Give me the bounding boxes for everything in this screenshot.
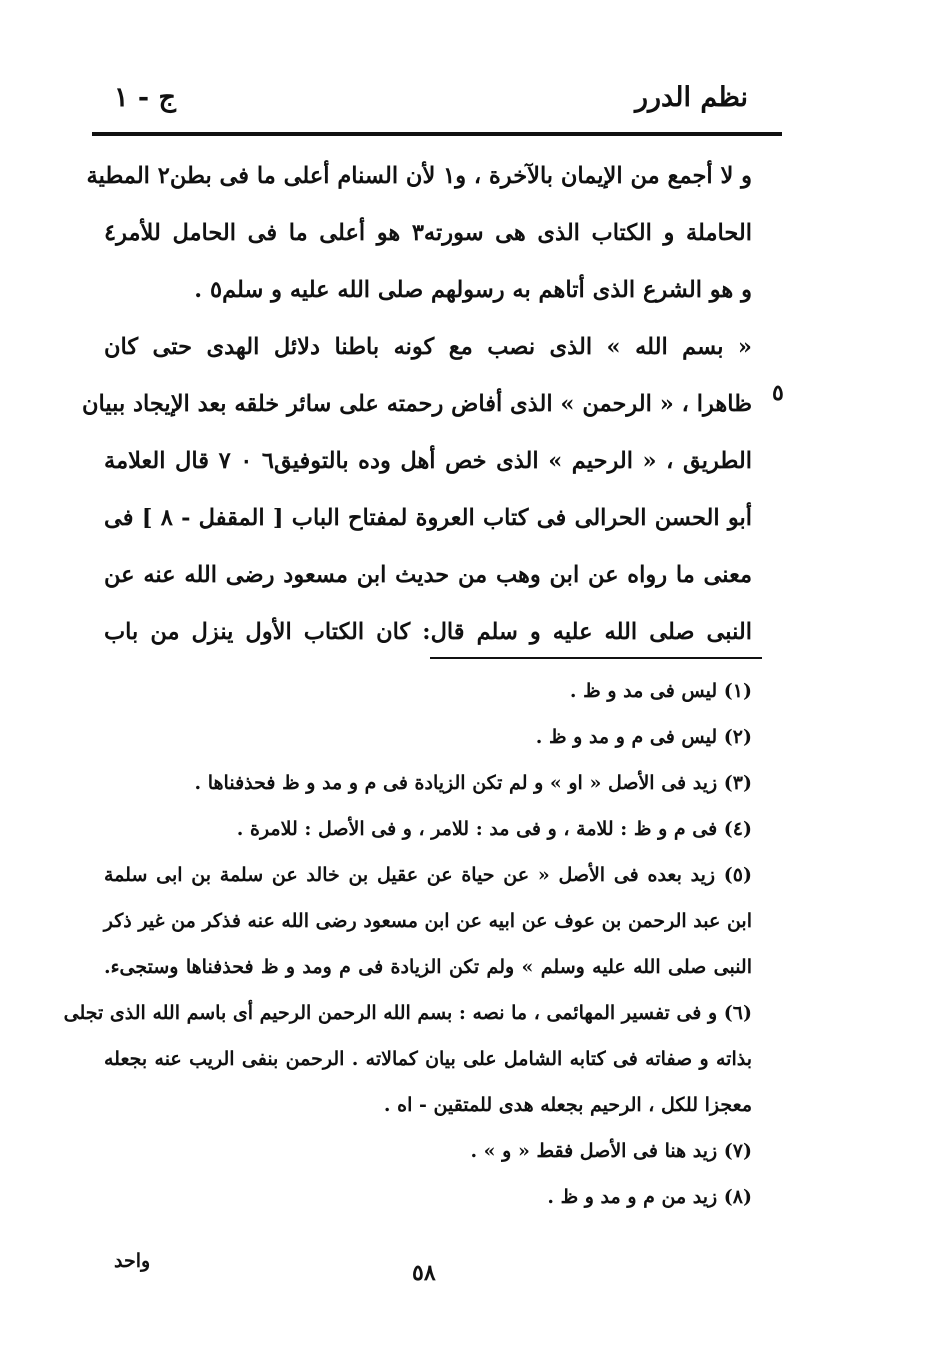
text-line: ظاهرا ، « الرحمن » الذى أفاض رحمته على سائر خلقه بعد الإيجاد ببيان — [81, 391, 752, 417]
text-line: الطريق ، « الرحيم » الذى خص أهل وده بالتوفيق٦ ٠ ٧ قال العلامة — [104, 448, 752, 474]
footnote-divider — [430, 657, 762, 659]
footnote-line: (٤) فى م و ظ : للامة ، و فى مد : للامر ، و فى الأصل : للامرة . — [236, 818, 752, 840]
running-header — [92, 82, 786, 126]
footnote-line: معجزا للكل ، الرحيم بجعله هدى للمتقين - اه . — [383, 1094, 752, 1116]
header-divider — [92, 132, 782, 136]
footnote-line: (٨) زيد من م و مد و ظ . — [547, 1186, 752, 1208]
text-line: الحاملة و الكتاب الذى هى سورته٣ هو أعلى ما فى الحامل للأمر٤ — [104, 220, 752, 246]
text-line: و هو الشرع الذى أتاهم به رسولهم صلى الله عليه و سلم٥ . — [194, 277, 752, 303]
text-line: النبى صلى الله عليه و سلم قال: كان الكتاب الأول ينزل من باب — [104, 619, 752, 645]
text-line: و لا أجمع من الإيمان بالآخرة ، و١ لأن السنام أعلى ما فى بطن٢ المطية — [86, 163, 752, 189]
main-text — [81, 148, 752, 661]
footnote-line: (٣) زيد فى الأصل « او » و لم تكن الزيادة فى م و مد و ظ فحذفناها . — [194, 772, 752, 794]
footnote-line: ابن عبد الرحمن بن عوف عن ابيه عن ابن مسعود رضى الله عنه فذكر من غير ذكر — [103, 910, 752, 932]
footnote-line: بذاته و صفاته فى كتابه الشامل على بيان كمالاته . الرحمن بنفى الريب عنه بجعله — [104, 1048, 752, 1070]
line-number-marker: ٥ — [772, 380, 784, 406]
catchword: واحد — [114, 1250, 151, 1272]
volume-number: ج - ١ — [114, 82, 176, 113]
footnote-line: (٥) زيد بعده فى الأصل « عن حياة عن عقيل بن خالد عن سلمة بن ابى سلمة — [104, 864, 752, 886]
text-line: « بسم الله » الذى نصب مع كونه باطنا دلائل الهدى حتى كان — [104, 334, 752, 360]
footnote-line: النبى صلى الله عليه وسلم » ولم تكن الزيادة فى م ومد و ظ فحذفناها وستجىء. — [104, 956, 752, 978]
text-line: أبو الحسن الحرالى فى كتاب العروة لمفتاح الباب [ المقفل - ٨ ] فى — [104, 505, 752, 531]
footnote-line: (٧) زيد هنا فى الأصل فقط « و » . — [470, 1140, 752, 1162]
footnote-line: (٢) ليس فى م و مد و ظ . — [535, 726, 752, 748]
footnote-line: (٦) و فى تفسير المهائمى ، ما نصه : بسم الله الرحمن الرحيم أى باسم الله الذى تجلى — [63, 1002, 752, 1024]
text-line: معنى ما رواه عن ابن وهب من حديث ابن مسعود رضى الله عنه عن — [104, 562, 752, 588]
page-number: ٥٨ — [412, 1260, 436, 1286]
footnotes — [63, 668, 752, 1220]
book-title: نظم الدرر — [634, 82, 748, 113]
footnote-line: (١) ليس فى مد و ظ . — [569, 680, 752, 702]
